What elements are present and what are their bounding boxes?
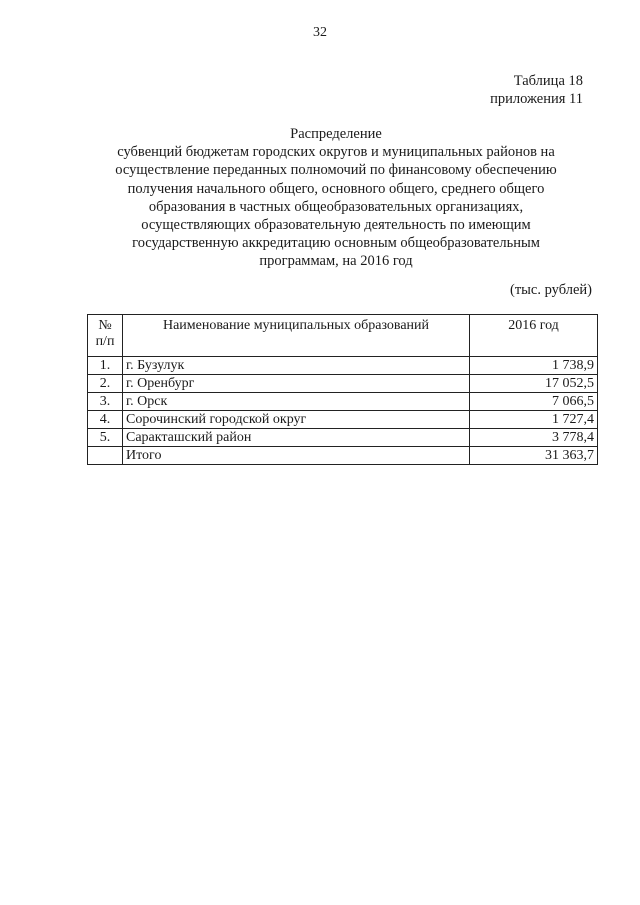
row-name: г. Бузулук: [123, 357, 470, 375]
table-row: [88, 375, 598, 393]
header-year: 2016 год: [470, 315, 598, 357]
row-number: 4.: [88, 411, 123, 429]
row-number: 3.: [88, 393, 123, 411]
distribution-table: [87, 314, 598, 465]
row-value: 1 727,4: [470, 411, 598, 429]
row-name: г. Орск: [123, 393, 470, 411]
total-label: Итого: [123, 447, 470, 465]
header-number-line2: п/п: [95, 334, 115, 349]
page-number: 32: [313, 25, 327, 40]
title-line: субвенций бюджетам городских округов и муниципальных районов на: [117, 144, 555, 161]
header-number-line1: №: [98, 318, 112, 333]
table-row: [88, 357, 598, 375]
title-line: получения начального общего, основного общего, среднего общего: [127, 180, 545, 197]
row-value: 7 066,5: [470, 393, 598, 411]
row-value: 1 738,9: [470, 357, 598, 375]
appendix-label: приложения 11: [490, 91, 583, 107]
table-row: [88, 411, 598, 429]
units-note: (тыс. рублей): [510, 282, 592, 298]
title-line: государственную аккредитацию основным общеобразовательным: [132, 235, 540, 252]
table-header-row: [88, 315, 598, 357]
row-name: Сорочинский городской округ: [123, 411, 470, 429]
header-name: Наименование муниципальных образований: [123, 315, 470, 357]
row-number: 5.: [88, 429, 123, 447]
total-value: 31 363,7: [470, 447, 598, 465]
row-name: г. Оренбург: [123, 375, 470, 393]
header-number: [88, 315, 123, 357]
title-line: осуществляющих образовательную деятельность по имеющим: [141, 217, 531, 234]
total-number: [88, 447, 123, 465]
table-label: Таблица 18: [513, 73, 583, 89]
table-row: [88, 393, 598, 411]
title-line: образования в частных общеобразовательных организациях,: [148, 198, 524, 215]
row-number: 1.: [88, 357, 123, 375]
title-line: Распределение: [290, 126, 382, 142]
row-number: 2.: [88, 375, 123, 393]
document-title: [0, 125, 640, 271]
title-line: осуществление переданных полномочий по финансовому обеспечению: [115, 162, 557, 179]
title-line: программам, на 2016 год: [259, 253, 413, 270]
table-reference: [490, 72, 583, 108]
row-name: Саракташский район: [123, 429, 470, 447]
row-value: 17 052,5: [470, 375, 598, 393]
table-total-row: [88, 447, 598, 465]
row-value: 3 778,4: [470, 429, 598, 447]
table-row: [88, 429, 598, 447]
